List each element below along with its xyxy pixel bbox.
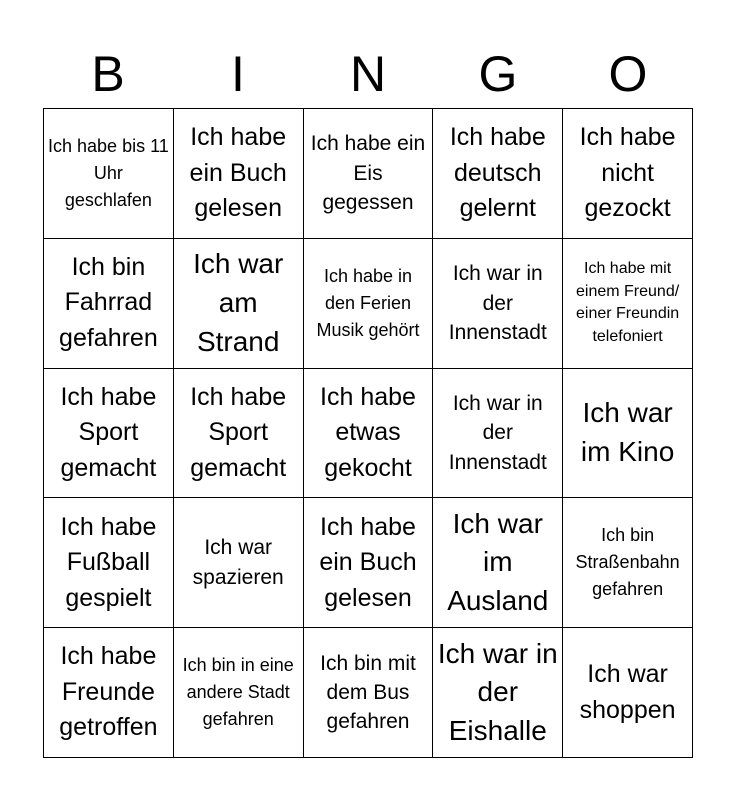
cell-text: Ich habe nicht gezockt: [579, 123, 676, 223]
bingo-cell[interactable]: [304, 109, 434, 239]
bingo-cell[interactable]: [174, 239, 304, 369]
bingo-cell[interactable]: [433, 239, 563, 369]
bingo-cell[interactable]: [174, 628, 304, 758]
cell-text: Ich war in der Eishalle: [437, 637, 558, 746]
cell-text: Ich habe Sport gemacht: [60, 382, 157, 482]
bingo-cell[interactable]: [304, 239, 434, 369]
header-letter-n: N: [349, 46, 387, 102]
cell-text: Ich habe in den Ferien Musik gehört: [316, 265, 420, 340]
bingo-cell[interactable]: [44, 369, 174, 499]
cell-text: Ich habe ein Eis gegessen: [310, 132, 426, 215]
bingo-cell[interactable]: [433, 369, 563, 499]
cell-text: Ich habe ein Buch gelesen: [319, 512, 417, 612]
bingo-cell[interactable]: [304, 498, 434, 628]
header-letter-o: O: [608, 46, 648, 102]
cell-text: Ich habe ein Buch gelesen: [189, 123, 287, 223]
cell-text: Ich bin Straßenbahn gefahren: [575, 525, 680, 600]
bingo-cell[interactable]: [304, 628, 434, 758]
cell-text: Ich habe bis 11 Uhr geschlafen: [48, 135, 169, 210]
cell-text: Ich bin in eine andere Stadt gefahren: [182, 655, 294, 730]
bingo-header: [43, 40, 693, 108]
cell-text: Ich war shoppen: [579, 660, 676, 724]
bingo-cell[interactable]: [174, 109, 304, 239]
cell-text: Ich habe mit einem Freund/ einer Freundin telefoniert: [576, 260, 680, 345]
bingo-cell[interactable]: [174, 369, 304, 499]
cell-text: Ich war in der Innenstadt: [448, 262, 547, 344]
bingo-cell[interactable]: [563, 109, 693, 239]
cell-text: Ich war im Ausland: [447, 507, 549, 617]
cell-text: Ich war spazieren: [192, 536, 284, 589]
cell-text: Ich habe Freunde getroffen: [59, 642, 158, 742]
header-letter-g: G: [478, 46, 518, 102]
bingo-cell[interactable]: [44, 109, 174, 239]
cell-text: Ich habe Sport gemacht: [190, 382, 287, 482]
bingo-cell[interactable]: [44, 239, 174, 369]
bingo-cell[interactable]: [174, 498, 304, 628]
bingo-cell[interactable]: [44, 498, 174, 628]
bingo-cell[interactable]: [563, 239, 693, 369]
cell-text: Ich war am Strand: [193, 248, 284, 357]
cell-text: Ich habe deutsch gelernt: [449, 123, 546, 223]
bingo-cell[interactable]: [433, 109, 563, 239]
cell-text: Ich habe etwas gekocht: [320, 382, 416, 482]
cell-text: Ich bin mit dem Bus gefahren: [320, 651, 416, 734]
bingo-cell[interactable]: [44, 628, 174, 758]
cell-text: Ich bin Fahrrad gefahren: [59, 252, 158, 352]
bingo-cell[interactable]: [433, 498, 563, 628]
bingo-cell[interactable]: [563, 369, 693, 499]
bingo-cell[interactable]: [563, 498, 693, 628]
header-letter-i: I: [231, 46, 245, 102]
bingo-cell[interactable]: [433, 628, 563, 758]
header-letter-b: B: [91, 46, 125, 102]
bingo-cell[interactable]: [304, 369, 434, 499]
cell-text: Ich war im Kino: [580, 397, 675, 467]
cell-text: Ich war in der Innenstadt: [448, 391, 547, 474]
bingo-cell[interactable]: [563, 628, 693, 758]
bingo-board: [43, 108, 693, 758]
cell-text: Ich habe Fußball gespielt: [60, 512, 157, 612]
